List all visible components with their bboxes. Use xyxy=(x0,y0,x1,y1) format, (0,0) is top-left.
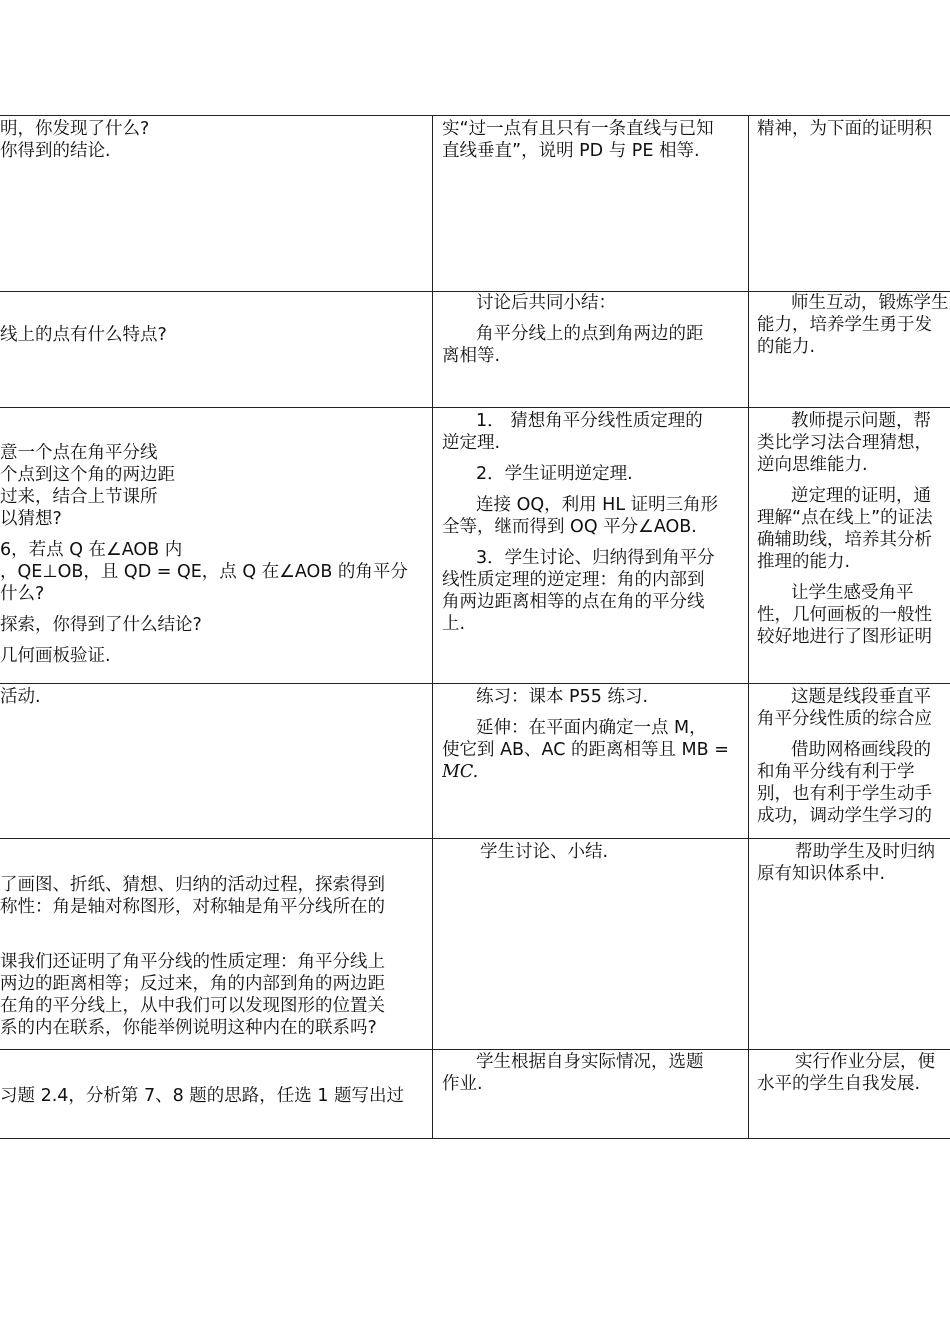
cell-line: 角平分线性质的综合应 xyxy=(757,709,932,729)
cell-line: 意一个点在角平分线 xyxy=(0,443,158,463)
table-cell-activity xyxy=(0,116,431,290)
cell-line: 离相等. xyxy=(442,346,501,366)
cell-line: 借助网格画线段的 xyxy=(791,740,931,760)
cell-line: 线性质定理的逆定理：角的内部到 xyxy=(442,570,705,590)
table-cell-intent xyxy=(757,116,950,290)
cell-line: 3．学生讨论、归纳得到角平分 xyxy=(476,548,715,568)
cell-line: 课我们还证明了角平分线的性质定理：角平分线上 xyxy=(0,952,385,972)
table-cell-student xyxy=(442,839,746,1048)
table-cell-intent xyxy=(757,684,950,837)
table-cell-activity xyxy=(0,408,431,682)
cell-line: 探索，你得到了什么结论? xyxy=(0,615,202,635)
cell-line: 使它到 AB、AC 的距离相等且 MB = xyxy=(442,740,729,760)
cell-line: ，QE⊥OB，且 QD = QE，点 Q 在∠AOB 的角平分 xyxy=(0,562,408,582)
cell-line: 连接 OQ，利用 HL 证明三角形 xyxy=(476,495,719,515)
table-cell-activity xyxy=(0,292,431,406)
cell-line: 你得到的结论. xyxy=(0,141,111,161)
cell-line: 原有知识体系中. xyxy=(757,864,886,884)
cell-line: 全等，继而得到 OQ 平分∠AOB. xyxy=(442,517,697,537)
cell-line: 练习：课本 P55 练习. xyxy=(476,687,649,707)
table-cell-activity xyxy=(0,839,431,1048)
table-cell-activity xyxy=(0,1050,431,1137)
cell-line: 实行作业分层，便 xyxy=(795,1052,935,1072)
cell-line: 在角的平分线上，从中我们可以发现图形的位置关 xyxy=(0,996,385,1016)
cell-line: 个点到这个角的两边距 xyxy=(0,465,175,485)
cell-line: 逆向思维能力. xyxy=(757,455,868,475)
table-cell-student xyxy=(442,684,746,837)
cell-line: 过来，结合上节课所 xyxy=(0,487,158,507)
column-divider xyxy=(432,115,433,1139)
cell-line: 上. xyxy=(442,614,466,634)
cell-line: 几何画板验证. xyxy=(0,646,111,666)
cell-line: 的能力. xyxy=(757,337,816,357)
table-cell-intent xyxy=(757,292,950,406)
cell-line: MC. xyxy=(442,762,479,782)
cell-line: 两边的距离相等；反过来，角的内部到角的两边距 xyxy=(0,974,385,994)
cell-line: 类比学习法合理猜想， xyxy=(757,433,932,453)
cell-line: 角两边距离相等的点在角的平分线 xyxy=(442,592,705,612)
cell-line: 作业. xyxy=(442,1074,483,1094)
cell-line: 让学生感受角平 xyxy=(791,583,914,603)
cell-line: 水平的学生自我发展. xyxy=(757,1074,921,1094)
cell-line: 了画图、折纸、猜想、归纳的活动过程，探索得到 xyxy=(0,875,385,895)
cell-line: 以猜想? xyxy=(0,509,62,529)
cell-line: 别，也有利于学生动手 xyxy=(757,784,932,804)
cell-line: 精神，为下面的证明积 xyxy=(757,119,932,139)
cell-line: 线上的点有什么特点? xyxy=(0,325,167,345)
table-border-bottom xyxy=(0,1138,950,1139)
cell-line: 确辅助线，培养其分析 xyxy=(757,530,932,550)
table-cell-intent xyxy=(757,839,950,1048)
table-cell-intent xyxy=(757,408,950,682)
cell-line: 逆定理. xyxy=(442,433,501,453)
cell-line: 学生讨论、小结. xyxy=(480,842,609,862)
cell-line: 推理的能力. xyxy=(757,552,851,572)
cell-line: 6，若点 Q 在∠AOB 内 xyxy=(0,540,183,560)
cell-line: 和角平分线有利于学 xyxy=(757,762,915,782)
table-cell-student xyxy=(442,292,746,406)
cell-line: 称性：角是轴对称图形，对称轴是角平分线所在的 xyxy=(0,897,385,917)
cell-line: 师生互动，锻炼学生 xyxy=(791,293,949,313)
table-cell-student xyxy=(442,408,746,682)
cell-line: 理解“点在线上”的证法 xyxy=(757,508,933,528)
cell-line: 系的内在联系，你能举例说明这种内在的联系吗? xyxy=(0,1018,377,1038)
cell-line: 教师提示问题，帮 xyxy=(791,411,931,431)
cell-line: 2．学生证明逆定理. xyxy=(476,464,633,484)
cell-line: 讨论后共同小结： xyxy=(476,293,616,313)
table-cell-activity xyxy=(0,684,431,837)
cell-line: 什么? xyxy=(0,584,45,604)
cell-line: 明，你发现了什么? xyxy=(0,119,150,139)
cell-line: 直线垂直”，说明 PD 与 PE 相等. xyxy=(442,141,700,161)
cell-line: 成功，调动学生学习的 xyxy=(757,806,932,826)
cell-line: 习题 2.4，分析第 7、8 题的思路，任选 1 题写出过 xyxy=(0,1086,405,1106)
cell-line: 较好地进行了图形证明 xyxy=(757,627,932,647)
cell-line: 角平分线上的点到角两边的距 xyxy=(476,324,704,344)
table-cell-student xyxy=(442,116,746,290)
cell-line: 活动. xyxy=(0,687,41,707)
cell-line: 1． 猜想角平分线性质定理的 xyxy=(476,411,703,431)
table-cell-student xyxy=(442,1050,746,1137)
cell-line: 帮助学生及时归纳 xyxy=(795,842,935,862)
cell-line: 逆定理的证明，通 xyxy=(791,486,931,506)
cell-line: 能力，培养学生勇于发 xyxy=(757,315,932,335)
cell-line: 实“过一点有且只有一条直线与已知 xyxy=(442,119,714,139)
table-cell-intent xyxy=(757,1050,950,1137)
cell-line: 这题是线段垂直平 xyxy=(791,687,931,707)
cell-line: 性，几何画板的一般性 xyxy=(757,605,932,625)
cell-line: 学生根据自身实际情况，选题 xyxy=(476,1052,704,1072)
column-divider xyxy=(748,115,749,1139)
cell-line: 延伸：在平面内确定一点 M， xyxy=(476,718,707,738)
